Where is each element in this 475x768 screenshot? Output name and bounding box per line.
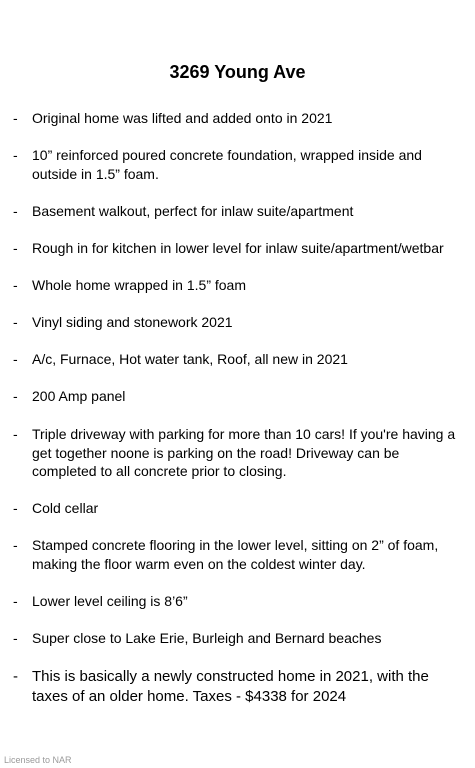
bullet-dash: - bbox=[13, 203, 18, 219]
list-item bbox=[13, 276, 463, 295]
list-item-text: Triple driveway with parking for more than 10 cars! If you're having a get together noone is parking on the road! Driveway can be completed to all concrete prior to closing. bbox=[32, 426, 456, 479]
bullet-dash: - bbox=[13, 388, 18, 404]
list-item bbox=[13, 629, 463, 648]
list-item-text: Original home was lifted and added onto in 2021 bbox=[32, 110, 333, 126]
list-item-text: Cold cellar bbox=[32, 500, 99, 516]
list-item bbox=[13, 667, 463, 707]
bullet-dash: - bbox=[13, 593, 18, 609]
list-item-text: Basement walkout, perfect for inlaw suite/apartment bbox=[32, 203, 354, 219]
list-item-text: Lower level ceiling is 8’6” bbox=[32, 593, 188, 609]
bullet-dash: - bbox=[13, 314, 18, 330]
list-item-text: A/c, Furnace, Hot water tank, Roof, all new in 2021 bbox=[32, 351, 348, 367]
list-item bbox=[13, 387, 463, 406]
bullet-dash: - bbox=[13, 110, 18, 126]
page-title: 3269 Young Ave bbox=[169, 62, 306, 82]
list-item bbox=[13, 109, 463, 128]
bullet-dash: - bbox=[13, 351, 18, 367]
bullet-dash: - bbox=[13, 277, 18, 293]
bullet-dash: - bbox=[13, 630, 18, 646]
list-item bbox=[13, 313, 463, 332]
list-item bbox=[13, 425, 463, 481]
list-item-text: Stamped concrete flooring in the lower level, sitting on 2” of foam, making the floor warm even on the coldest winter day. bbox=[32, 537, 439, 572]
bullet-dash: - bbox=[13, 240, 18, 256]
list-item bbox=[13, 202, 463, 221]
list-item-text: Rough in for kitchen in lower level for inlaw suite/apartment/wetbar bbox=[32, 240, 444, 256]
license-footer: Licensed to NAR bbox=[4, 755, 72, 765]
list-item bbox=[13, 499, 463, 518]
bullet-dash: - bbox=[13, 668, 18, 685]
list-item bbox=[13, 146, 463, 183]
list-item-text: 200 Amp panel bbox=[32, 388, 126, 404]
list-item-text: This is basically a newly constructed home in 2021, with the taxes of an older home. Taxes - $4338 for 2024 bbox=[32, 668, 429, 705]
bullet-dash: - bbox=[13, 500, 18, 516]
list-item-text: Super close to Lake Erie, Burleigh and Bernard beaches bbox=[32, 630, 382, 646]
list-item bbox=[13, 239, 463, 258]
list-item bbox=[13, 350, 463, 369]
bullet-dash: - bbox=[13, 426, 18, 442]
list-item-text: 10” reinforced poured concrete foundation, wrapped inside and outside in 1.5” foam. bbox=[32, 147, 422, 182]
list-item-text: Whole home wrapped in 1.5” foam bbox=[32, 277, 246, 293]
list-item-text: Vinyl siding and stonework 2021 bbox=[32, 314, 233, 330]
bullet-dash: - bbox=[13, 537, 18, 553]
list-item bbox=[13, 592, 463, 611]
bullet-dash: - bbox=[13, 147, 18, 163]
list-item bbox=[13, 536, 463, 573]
